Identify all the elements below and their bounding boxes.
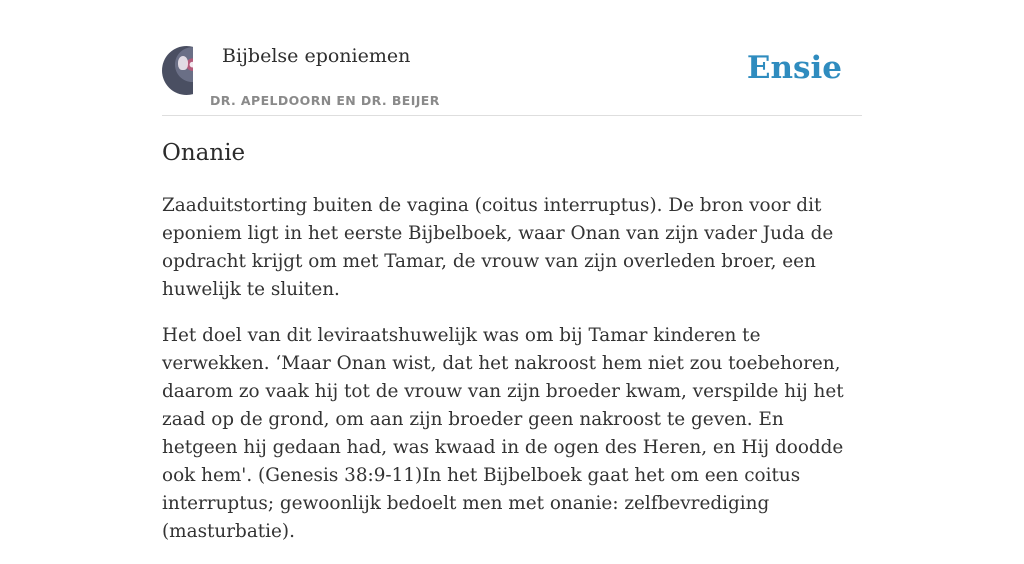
book-cover-thumbnail[interactable] xyxy=(162,46,193,95)
entry-paragraph: Zaaduitstorting buiten de vagina (coitus interruptus). De bron voor dit eponiem ligt in het eerste Bijbelboek, waar Onan van zijn vader Juda de opdracht krijgt om met Tamar, de vrouw van zijn overleden broer, een huwelijk te sluiten. xyxy=(162,195,834,300)
book-title[interactable]: Bijbelse eponiemen xyxy=(222,45,411,67)
page xyxy=(162,0,862,542)
book-cover-image xyxy=(162,46,193,95)
flower-icon xyxy=(178,56,188,70)
entry-body xyxy=(162,192,862,564)
entry-paragraph: Het doel van dit leviraatshuwelijk was om bij Tamar kinderen te verwekken. ‘Maar Onan wist, dat het nakroost hem niet zou toebehoren, daarom zo vaak hij tot de vrouw van zijn broeder kwam, verspilde hij het zaad op de grond, om aan zijn broeder geen nakroost te geven. En hetgeen hij gedaan had, was kwaad in de ogen des Heren, en Hij doodde ook hem'. (Genesis 38:9-11)In het Bijbelboek gaat het om een coitus interruptus; gewoonlijk bedoelt men met onanie: zelfbevrediging (masturbatie). xyxy=(162,325,844,542)
header xyxy=(162,0,862,116)
entry-title: Onanie xyxy=(162,140,246,166)
ensie-logo-link[interactable]: Ensie xyxy=(746,50,842,86)
book-authors: DR. APELDOORN EN DR. BEIJER xyxy=(210,93,440,108)
